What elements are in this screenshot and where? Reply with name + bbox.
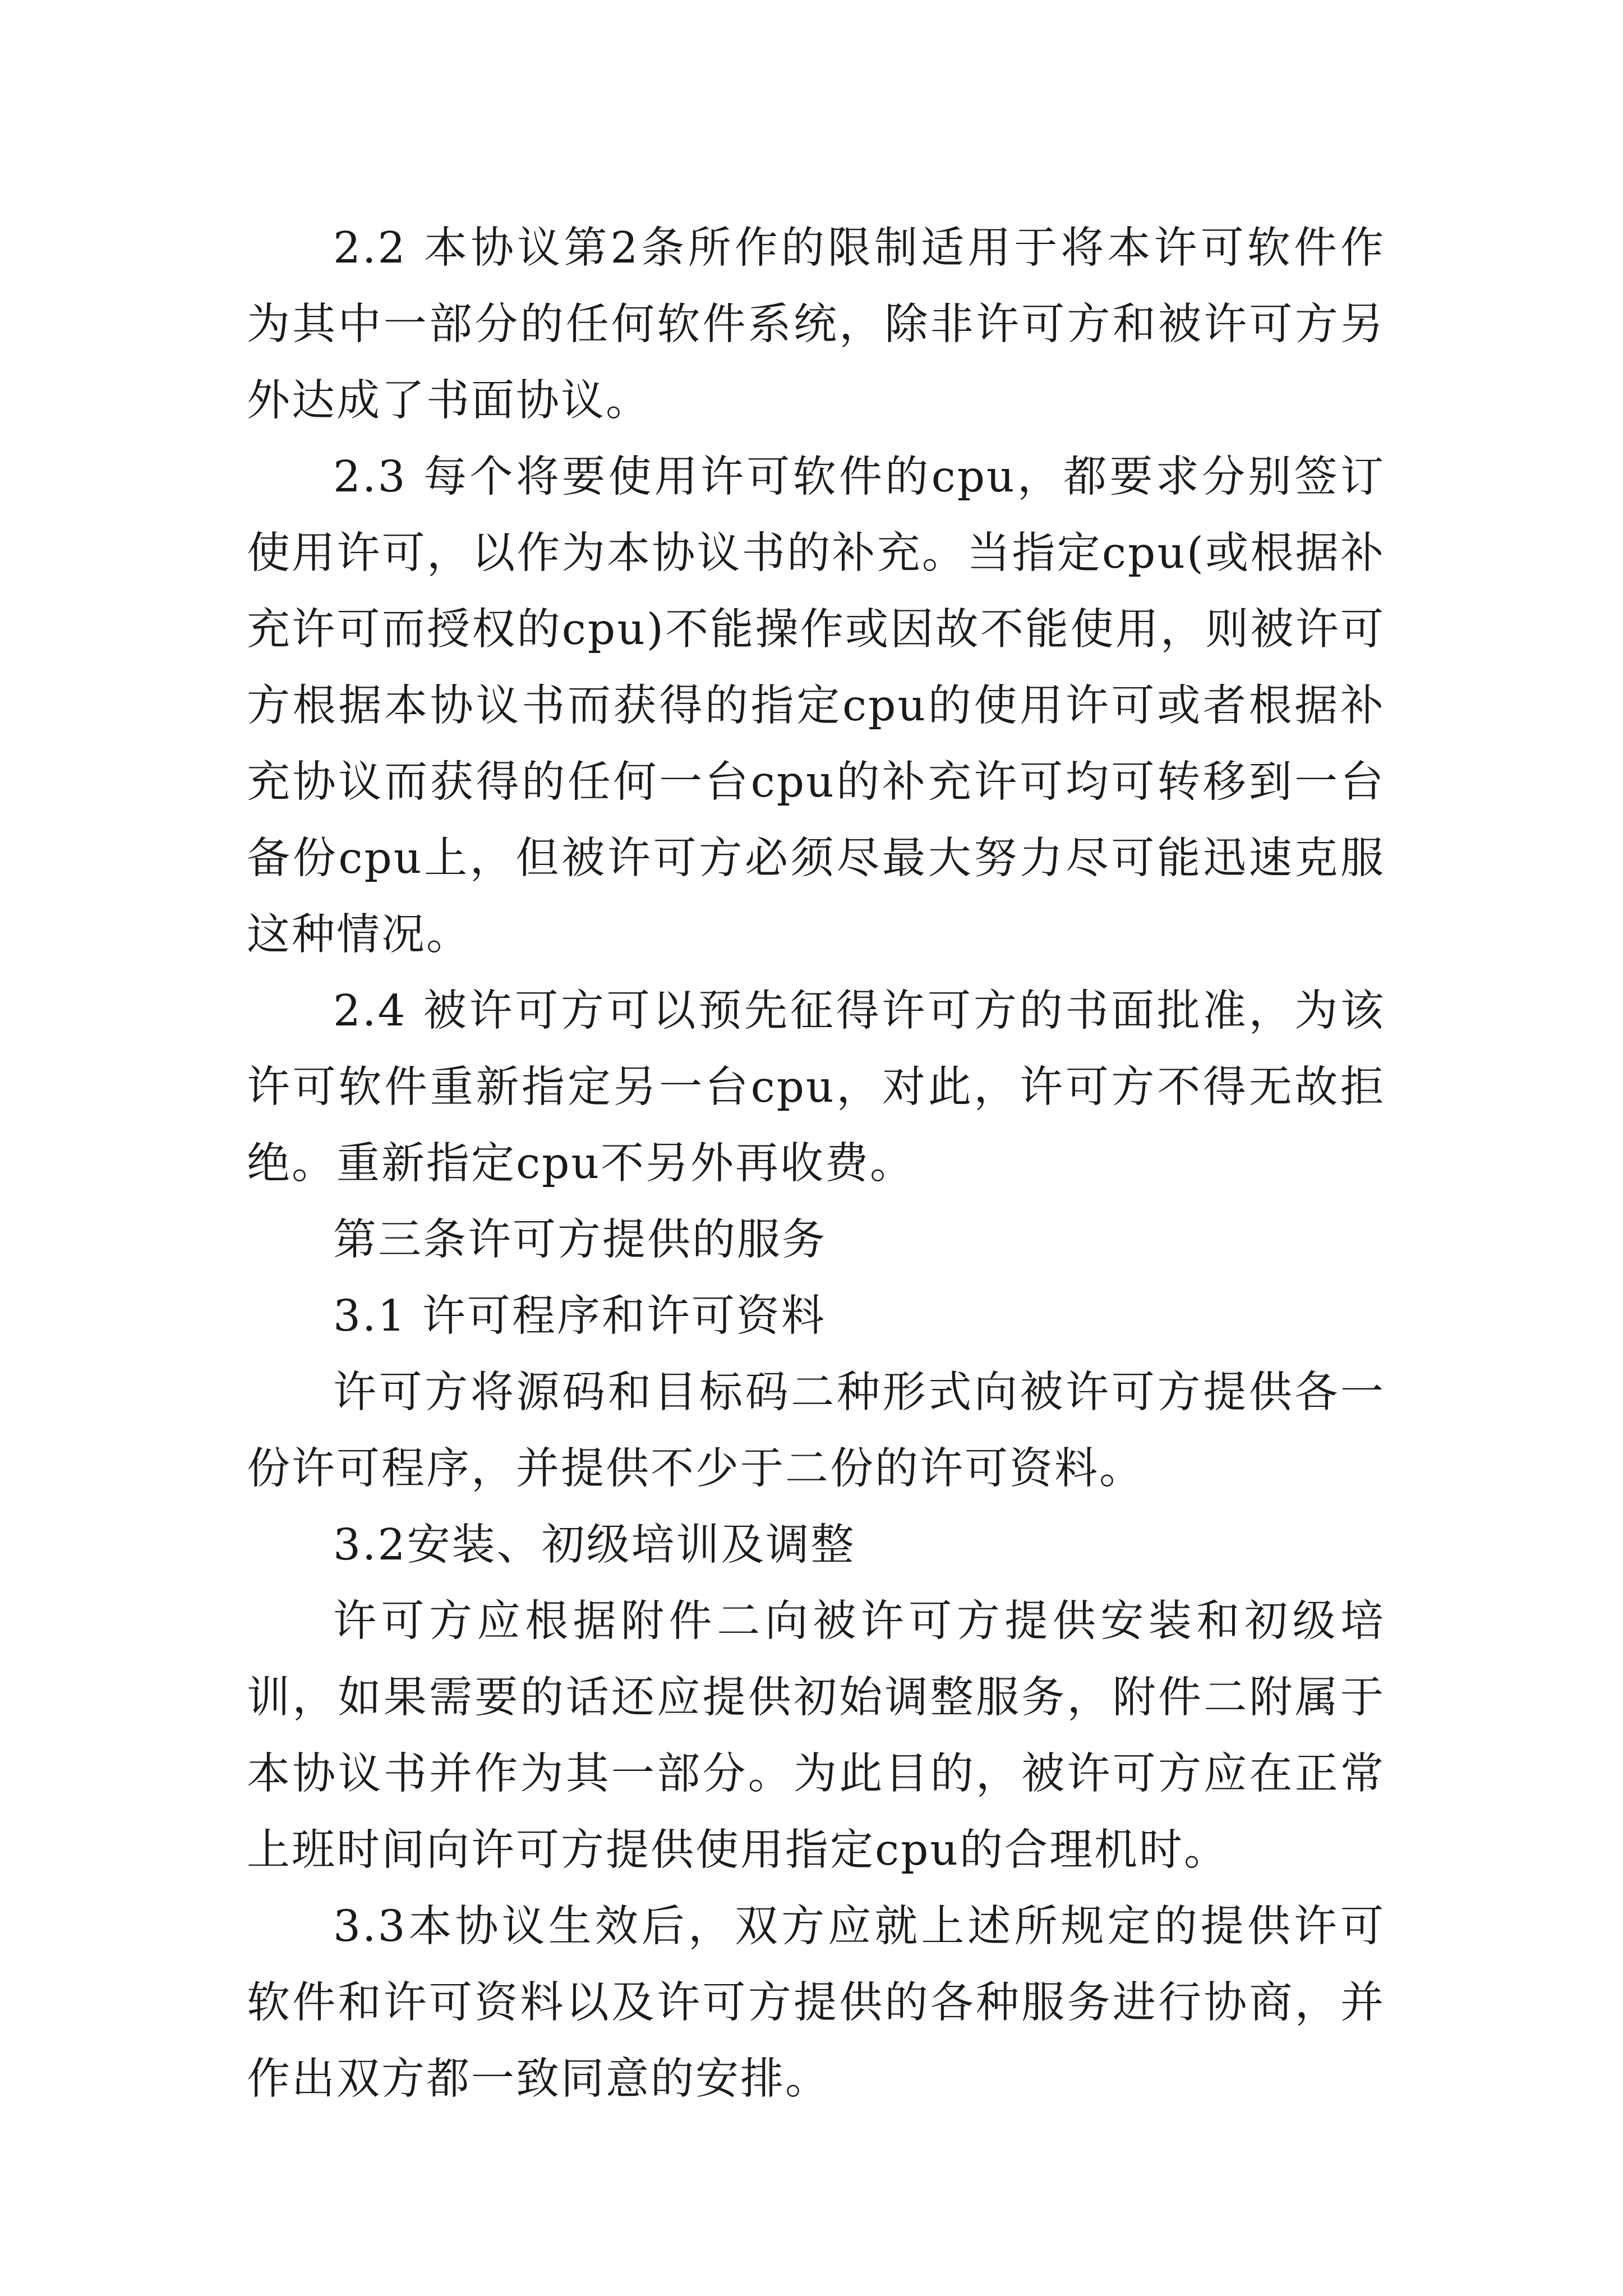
clause-2-3: 2.3 每个将要使用许可软件的cpu，都要求分别签订使用许可，以作为本协议书的补充。当指定cpu(或根据补充许可而授权的cpu)不能操作或因故不能使用，则被许可方根据本协议书而获得的指定cpu的使用许可或者根据补充协议而获得的任何一台cpu的补充许可均可转移到一台备份cpu上，但被许可方必须尽最大努力尽可能迅速克服这种情况。: [247, 452, 1385, 960]
clause-2-4: 2.4 被许可方可以预先征得许可方的书面批准，为该许可软件重新指定另一台cpu，对此，许可方不得无故拒绝。重新指定cpu不另外再收费。: [247, 986, 1385, 1189]
clause-3-1-heading: 3.1 许可程序和许可资料: [333, 1291, 826, 1341]
clause-3-1-body: 许可方将源码和目标码二种形式向被许可方提供各一份许可程序，并提供不少于二份的许可资料。: [247, 1368, 1385, 1494]
article-3-heading: 第三条许可方提供的服务: [333, 1215, 827, 1265]
clause-3-2-heading: 3.2安装、初级培训及调整: [333, 1520, 856, 1570]
clause-3-3: 3.3本协议生效后，双方应就上述所规定的提供许可软件和许可资料以及许可方提供的各种服务进行协商，并作出双方都一致同意的安排。: [247, 1902, 1385, 2104]
document-body: [247, 210, 1385, 2118]
clause-2-2: 2.2 本协议第2条所作的限制适用于将本许可软件作为其中一部分的任何软件系统，除非许可方和被许可方另外达成了书面协议。: [247, 223, 1385, 426]
clause-3-2-body: 许可方应根据附件二向被许可方提供安装和初级培训，如果需要的话还应提供初始调整服务，附件二附属于本协议书并作为其一部分。为此目的，被许可方应在正常上班时间向许可方提供使用指定cpu的合理机时。: [247, 1596, 1385, 1875]
